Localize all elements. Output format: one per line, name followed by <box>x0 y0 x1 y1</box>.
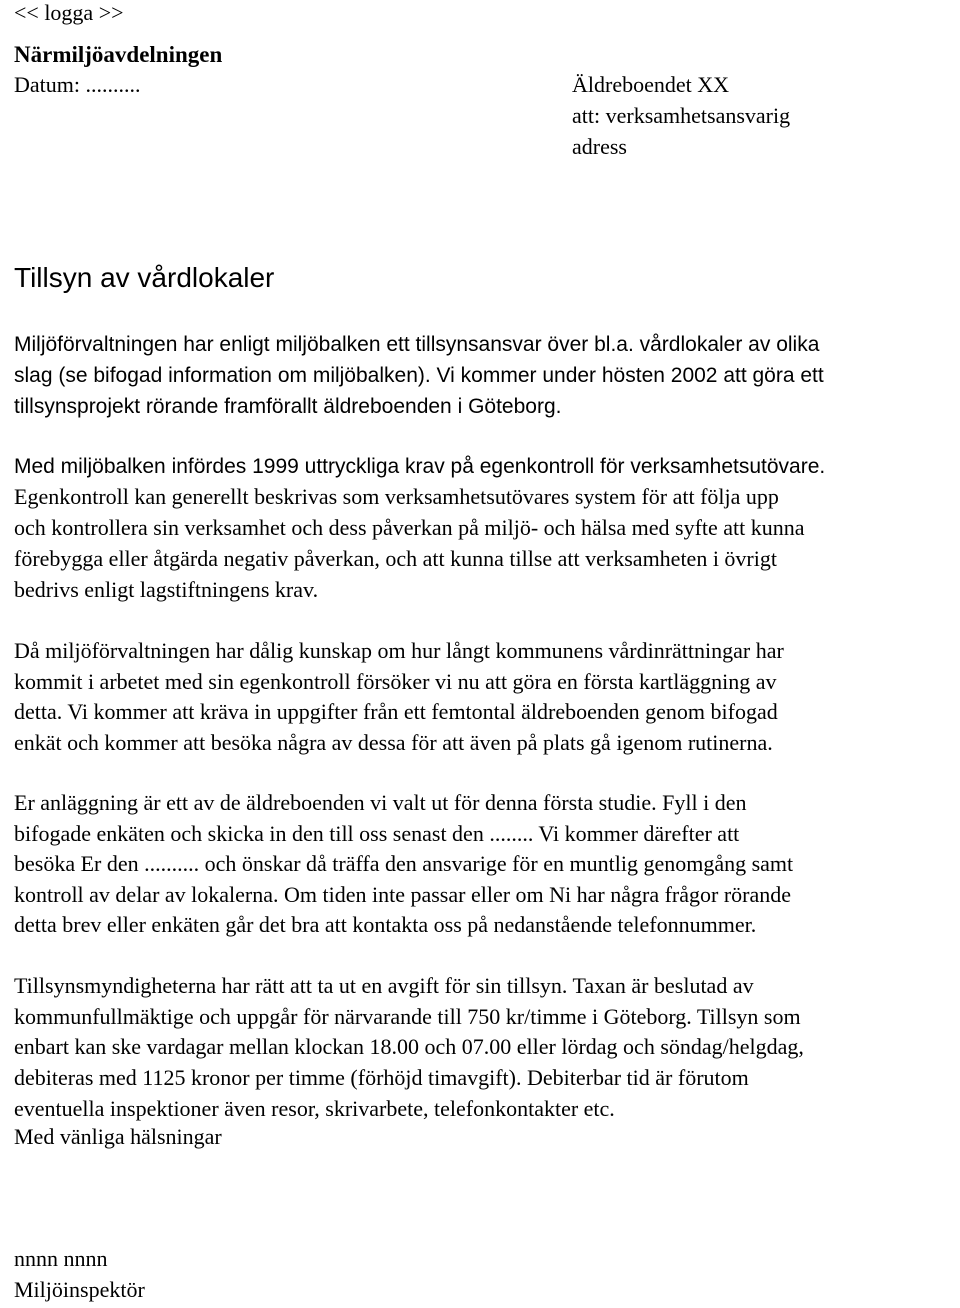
letter-title: Tillsyn av vårdlokaler <box>14 262 275 293</box>
paragraph-line: Med miljöbalken infördes 1999 uttryckliga krav på egenkontroll för verksamhetsutövare. <box>14 455 826 478</box>
paragraph-line: och kontrollera sin verksamhet och dess påverkan på miljö- och hälsa med syfte att kunna <box>14 515 805 540</box>
paragraph-line: bedrivs enligt lagstiftningens krav. <box>14 577 319 602</box>
paragraph-line: debiteras med 1125 kronor per timme (förhöjd timavgift). Debiterbar tid är förutom <box>14 1065 749 1090</box>
paragraph-line: Miljöförvaltningen har enligt miljöbalken ett tillsynsansvar över bl.a. vårdlokaler av olika <box>14 333 820 356</box>
logo-placeholder: << logga >> <box>14 0 124 25</box>
date-line: Datum: .......... <box>14 72 141 97</box>
closing-greeting: Med vänliga hälsningar <box>14 1124 222 1149</box>
paragraph-line: tillsynsprojekt rörande framförallt äldreboenden i Göteborg. <box>14 395 562 418</box>
paragraph-line: Då miljöförvaltningen har dålig kunskap om hur långt kommunens vårdinrättningar har <box>14 638 784 663</box>
paragraph-line: enbart kan ske vardagar mellan klockan 18.00 och 07.00 eller lördag och söndag/helgdag, <box>14 1034 804 1059</box>
paragraph-line: Er anläggning är ett av de äldreboenden vi valt ut för denna första studie. Fyll i den <box>14 790 747 815</box>
signature-role: Miljöinspektör <box>14 1277 145 1302</box>
department-name: Närmiljöavdelningen <box>14 42 223 67</box>
paragraph-line: kontroll av delar av lokalerna. Om tiden inte passar eller om Ni har några frågor rörande <box>14 882 792 907</box>
recipient-name: Äldreboendet XX <box>572 72 730 97</box>
paragraph-line: enkät och kommer att besöka några av dessa för att även på plats gå igenom rutinerna. <box>14 730 773 755</box>
paragraph-line: detta brev eller enkäten går det bra att kontakta oss på nedanstående telefonnummer. <box>14 912 757 937</box>
paragraph-line: kommit i arbetet med sin egenkontroll försöker vi nu att göra en första kartläggning av <box>14 669 777 694</box>
recipient-attention: att: verksamhetsansvarig <box>572 103 791 128</box>
recipient-address: adress <box>572 134 627 159</box>
signature-name: nnnn nnnn <box>14 1246 108 1271</box>
paragraph-line: förebygga eller åtgärda negativ påverkan, och att kunna tillse att verksamheten i övrigt <box>14 546 777 571</box>
paragraph-line: kommunfullmäktige och uppgår för närvarande till 750 kr/timme i Göteborg. Tillsyn som <box>14 1004 801 1029</box>
paragraph-line: besöka Er den .......... och önskar då träffa den ansvarige för en muntlig genomgång samt <box>14 851 794 876</box>
paragraph-line: Egenkontroll kan generellt beskrivas som verksamhetsutövares system för att följa upp <box>14 484 779 509</box>
paragraph-line: Tillsynsmyndigheterna har rätt att ta ut en avgift för sin tillsyn. Taxan är beslutad av <box>14 973 754 998</box>
paragraph-line: bifogade enkäten och skicka in den till oss senast den ........ Vi kommer därefter att <box>14 821 740 846</box>
paragraph-line: slag (se bifogad information om miljöbalken). Vi kommer under hösten 2002 att göra ett <box>14 364 824 387</box>
paragraph-line: detta. Vi kommer att kräva in uppgifter från ett femtontal äldreboenden genom bifogad <box>14 699 778 724</box>
paragraph-line: eventuella inspektioner även resor, skrivarbete, telefonkontakter etc. <box>14 1096 615 1121</box>
